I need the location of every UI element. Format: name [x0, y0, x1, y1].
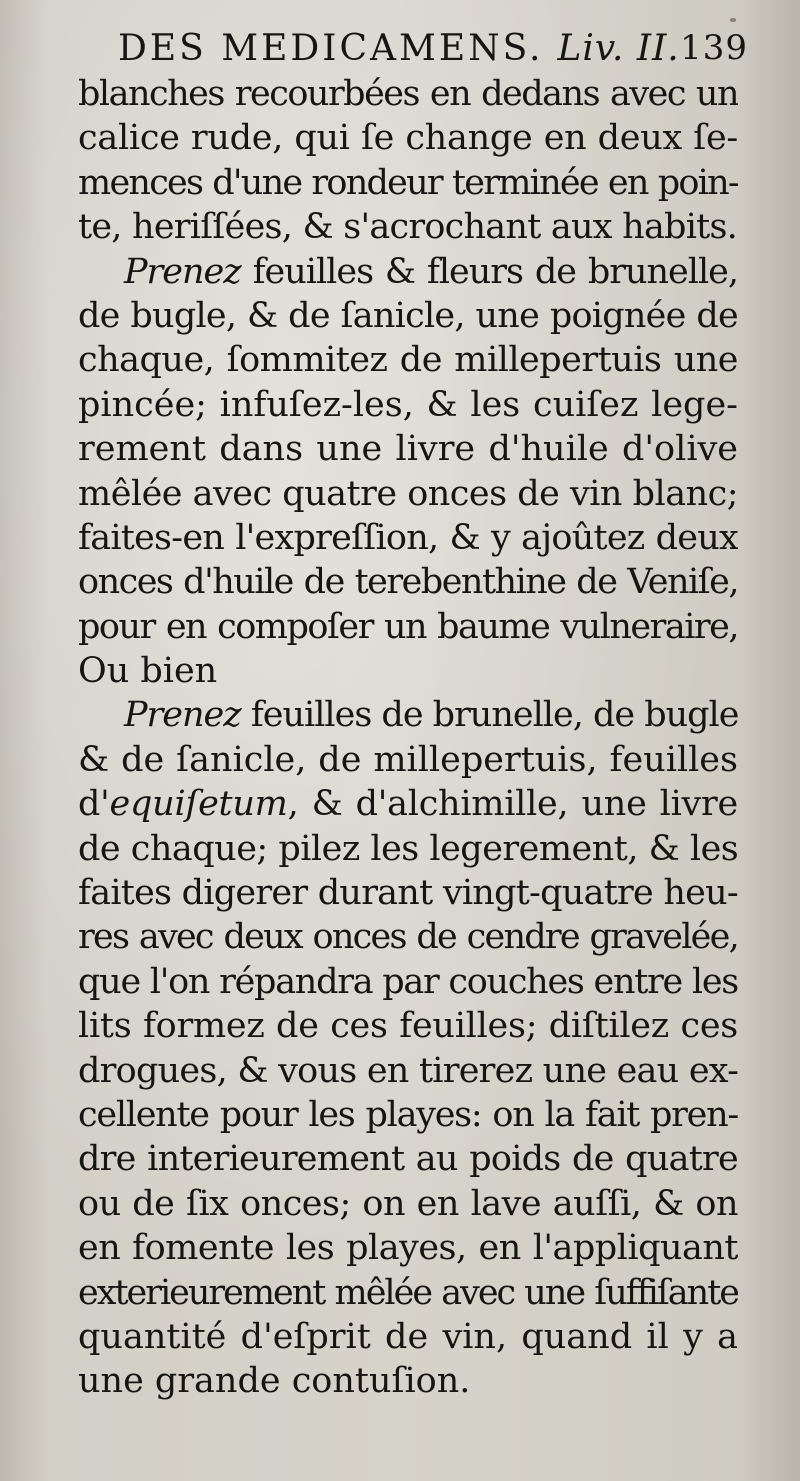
text-line: mences d'une rondeur terminée en poin- — [78, 162, 738, 203]
text-line: pour en compoſer un baume vulneraire, — [78, 606, 738, 647]
prenez-lead: Prenez — [124, 695, 241, 736]
latin-term: equiſetum — [109, 784, 288, 825]
text-line: drogues, & vous en tirerez une eau ex- — [78, 1050, 738, 1091]
text-line: faites digerer durant vingt-quatre heu- — [78, 873, 738, 914]
text-line: Prenez feuilles & fleurs de brunelle, — [124, 251, 738, 292]
text-line: Prenez feuilles de brunelle, de bugle — [124, 695, 738, 736]
running-head: DES MEDICAMENS. — [118, 28, 544, 69]
text-line: blanches recourbées en dedans avec un — [78, 74, 738, 114]
text-line: en fomente les playes, en l'appliquant — [78, 1228, 738, 1269]
text-line: mêlée avec quatre onces de vin blanc; — [78, 473, 738, 514]
text-line: lits formez de ces feuilles; diſtilez ces — [78, 1006, 738, 1047]
text-line: chaque, ſommitez de millepertuis une — [78, 340, 738, 381]
text-line: onces d'huile de terebenthine de Veniſe, — [78, 562, 738, 603]
text-line: d'equiſetum, & d'alchimille, une livre — [78, 784, 738, 825]
text-line: Ou bien — [78, 651, 218, 692]
book-reference: Liv. II. — [557, 28, 680, 69]
text-line: & de ſanicle, de millepertuis, feuilles — [78, 739, 738, 780]
text-line: quantité d'eſprit de vin, quand il y a — [78, 1316, 738, 1357]
body-text — [78, 72, 738, 1404]
page-number: 139 — [680, 28, 748, 68]
text-line: que l'on répandra par couches entre les — [78, 961, 738, 1002]
text-line: de bugle, & de ſanicle, une poignée de — [78, 295, 738, 336]
text-line: une grande contuſion. — [78, 1361, 471, 1402]
text-line: exterieurement mêlée avec une ſuffiſante — [78, 1272, 738, 1313]
text-line: faites-en l'expreſſion, & y ajoûtez deux — [78, 517, 738, 558]
text-line: de chaque; pilez les legerement, & les — [78, 828, 738, 869]
text-line: dre interieurement au poids de quatre — [78, 1139, 738, 1180]
ink-speck — [730, 18, 736, 22]
text-line: rement dans une livre d'huile d'olive — [78, 429, 738, 470]
text-line: calice rude, qui ſe change en deux ſe- — [78, 118, 738, 159]
text-line: ou de ſix onces; on en lave auſſi, & on — [78, 1183, 738, 1224]
prenez-lead: Prenez — [124, 251, 241, 292]
text-line: pincée; infuſez-les, & les cuiſez lege- — [78, 384, 738, 425]
text-line: te, heriſſées, & s'acrochant aux habits. — [78, 207, 738, 248]
text-line: res avec deux onces de cendre gravelée, — [78, 917, 738, 958]
text-line: cellente pour les playes: on la fait pren- — [78, 1094, 738, 1135]
